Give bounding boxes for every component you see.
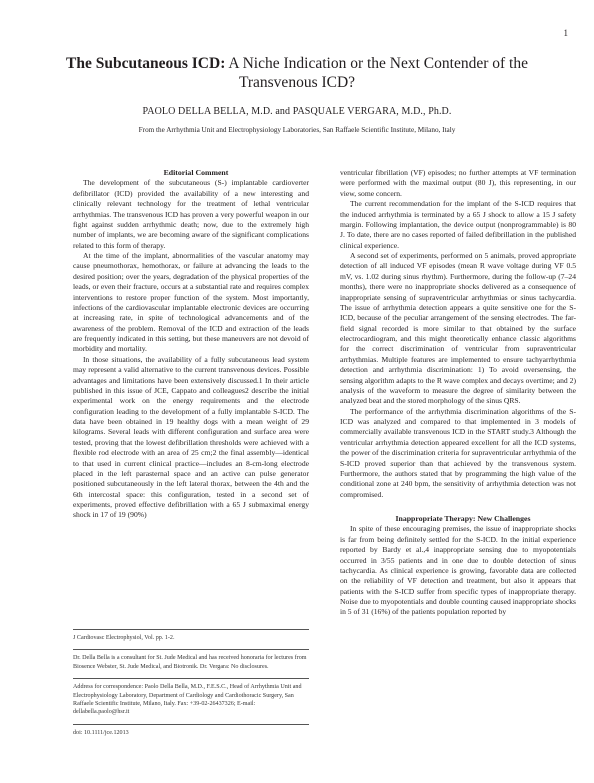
correspondence-address: Address for correspondence: Paolo Della Bella, M.D., F.E.S.C., Head of Arrhythmia Unit and Electrophysiology Laboratory, Department of Cardiology and Cardiothoracic Surgery, San Raffaele Scientific Institute, Milano, Italy. Fax: +39-02-26437326; E-mail: dellabella.paolo@hsr.it: [73, 684, 302, 716]
right-column: [340, 168, 576, 618]
affiliation: From the Arrhythmia Unit and Electrophysiology Laboratories, San Raffaele Scientific Institute, Milano, Italy: [138, 126, 456, 134]
paragraph: The performance of the arrhythmia discrimination algorithms of the S-ICD was analyzed and compared to that implemented in 3 models of commercially available transvenous ICD in the START study.3 Although the ventricular arrhythmia detection appeared excellent for all the ICD systems, the power of the discrimination criteria for supraventricular arrhythmia of the S-ICD proved superior than that achieved by the transvenous system. Furthermore, the authors stated that by programming the high value of the conditional zone at 240 bpm, the sensitivity of arrhythmia detection was not compromised.: [340, 406, 576, 499]
doi: doi: 10.1111/jce.12013: [73, 729, 129, 736]
footnote-divider: [73, 629, 309, 630]
section-heading-inappropriate-therapy: Inappropriate Therapy: New Challenges: [395, 514, 531, 523]
article-title-rest: A Niche Indication or the Next Contender of the Transvenous ICD?: [225, 55, 528, 91]
footnote-divider: [73, 678, 309, 679]
paragraph: The development of the subcutaneous (S-) implantable cardioverter defibrillator (ICD) provided the availability of a new interesting and clinically relevant technology for the treatment of lethal ventricular arrhythmias. The transvenous ICD has proven a very powerful weapon in our fight against sudden arrhythmic death; now, due to the extremely high number of implants, we are becoming aware of the significant complications related to this form of therapy.: [73, 178, 309, 250]
paragraph: In spite of these encouraging premises, the issue of inappropriate shocks is far from being definitely settled for the S-ICD. In the initial experience reported by Bardy et al.,4 inappropriate sensing due to myopotentials occurred in 3/55 patients and in one due to double detection of sinus tachycardia. As clinical experience is growing, favorable data are collected on the reliability of VF detection and treatment, but also it appears that patients with the S-ICD suffer from specific types of inappropriate therapy. Noise due to myopotentials and double counting caused inappropriate shocks in 5 of 31 (16%) of the patients population reported by: [340, 524, 576, 617]
journal-citation: J Cardiovasc Electrophysiol, Vol. pp. 1-2.: [73, 635, 175, 641]
paragraph: A second set of experiments, performed on 5 animals, proved appropriate detection of all induced VF episodes (mean R wave voltage during VF 0.5 mV, vs. 1.02 during sinus rhythm). Furthermore, during the follow-up (7–24 months), there were no inappropriate shocks delivered as a consequence of inappropriate sensing of supraventricular arrhythmias or sinus tachycardia. The issue of arrhythmia detection appears a quite sensitive one for the S-ICD, because of the peculiar arrangement of the sensing electrodes. The far-field signal recorded is more similar to that obtained by the surface electrocardiogram, and this might theoretically enhance classic algorithms for the correct discrimination of ventricular from supraventricular arrhythmias. Multiple features are implemented to ensure tachyarrhythmia detection and arrhythmia discrimination: 1) To avoid oversensing, the sensing algorithm adapts to the R wave complex and decays overtime; and 2) analysis of the waveform to measure the degree of similarity between the analyzed beat and the stored morphology of the sinus QRS.: [340, 251, 576, 406]
section-heading-editorial: Editorial Comment: [163, 168, 229, 177]
paragraph: The current recommendation for the implant of the S-ICD requires that the induced arrhythmia is terminated by a 65 J shock to allow a 15 J safety margin. Following implantation, the device output (nonprogrammable) is 80 J. To date, there are no cases reported of failed defibrillation in the published clinical experience.: [340, 199, 576, 250]
paragraph: In those situations, the availability of a fully subcutaneous lead system may represent a valid alternative to the current transvenous devices. Possible advantages and limitations have been extensively discussed.1 In their article published in this issue of JCE, Cappato and colleagues2 describe the initial experimental work on the energy requirements and the electrode configuration leading to the development of a fully implantable S-ICD. The data have been obtained in 19 healthy dogs with a mean weight of 29 kilograms. Several leads with different configuration and surface area were tested, proving that the lowest defibrillation thresholds were achieved with a flexible rod electrode with an area of 25 cm;2 the final assembly—identical to that used in current clinical practice—includes an 8-cm-long electrode placed in the left parasternal space and an active can pulse generator positioned subcutaneously in the left lateral thorax, between the 4th and the 6th intercostal space: this configuration, tested in a second set of experiments, proved effective defibrillation with a 65 J submaximal energy shock in 17 of 19 (90%): [73, 354, 309, 520]
left-column: [73, 168, 309, 521]
page-number: 1: [563, 28, 568, 38]
footnote-divider: [73, 649, 309, 650]
paragraph: ventricular fibrillation (VF) episodes; no further attempts at VF termination were performed with the maximal output (80 J), this representing, in our view, some concern.: [340, 168, 576, 198]
footnotes: [73, 629, 309, 744]
paragraph: At the time of the implant, abnormalities of the vascular anatomy may cause pneumothorax, hemothorax, or failure at advancing the leads to the desired position; over the years, degradation of the physical properties of the leads, or even their fracture, occurs at a substantial rate and requires complex interventions to restore proper function of the system. Most importantly, infections of the cardiovascular implantable electronic devices are occurring at increasing rate, in spite of technological advancements and of the awareness of the problem. Removal of the ICD and extraction of the leads are frequently indicated in this setting, but these maneuvers are not devoid of morbidity and mortality.: [73, 251, 309, 354]
footnote-divider: [73, 724, 309, 725]
disclosure-note: Dr. Della Bella is a consultant for St. Jude Medical and has received honoraria for lectures from Biosence Webster, St. Jude Medical, and Biotronik. Dr. Vergara: No disclosures.: [73, 655, 307, 670]
article-title: [40, 54, 554, 92]
article-title-bold: The Subcutaneous ICD:: [66, 55, 226, 72]
authors: PAOLO DELLA BELLA, M.D. and PASQUALE VERGARA, M.D., Ph.D.: [142, 106, 452, 117]
